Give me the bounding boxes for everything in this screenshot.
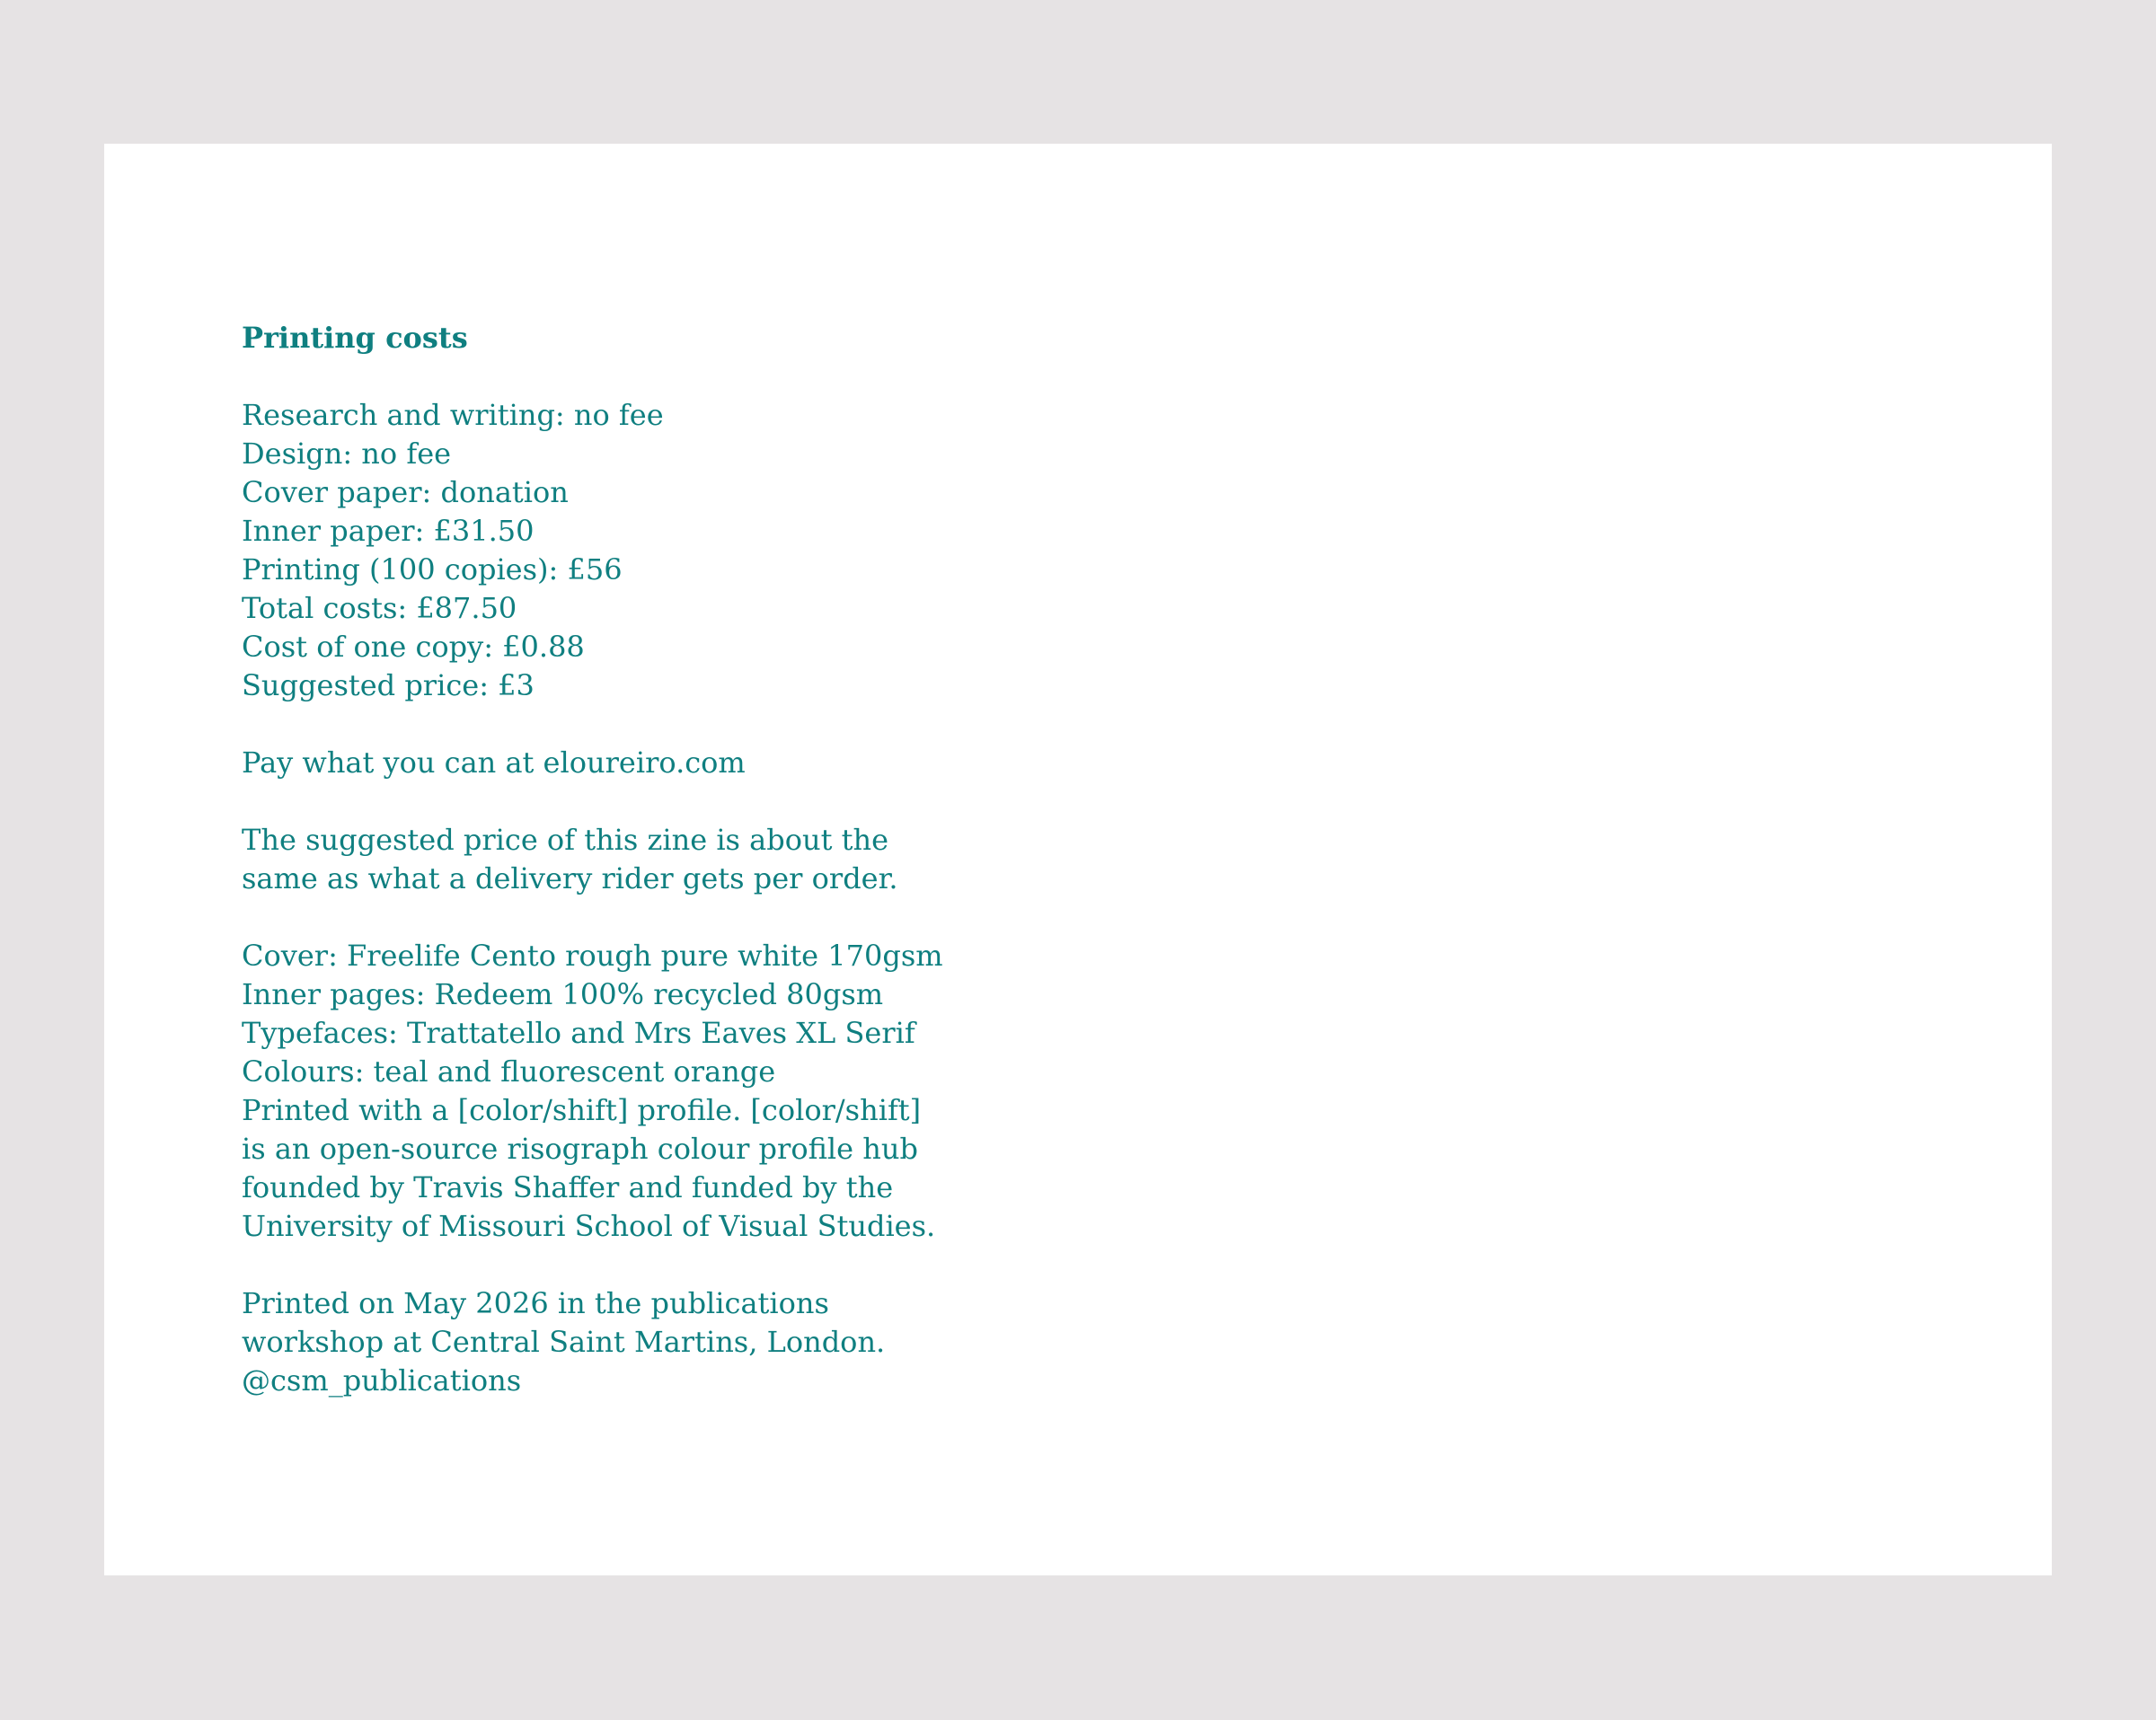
pay-line: Pay what you can at eloureiro.com xyxy=(242,745,746,780)
price-note xyxy=(242,821,1050,898)
pay-section xyxy=(242,744,1050,782)
colophon-text xyxy=(242,319,1050,1400)
document-page xyxy=(104,144,2052,1575)
spec-profile-line: is an open-source risograph colour profile hub xyxy=(242,1132,918,1166)
costs-list xyxy=(242,396,1050,705)
cost-printing: Printing (100 copies): £56 xyxy=(242,552,623,587)
printed-note-line: Printed on May 2026 in the publications xyxy=(242,1286,829,1320)
spec-cover: Cover: Freelife Cento rough pure white 170gsm xyxy=(242,939,943,973)
spec-profile-line: founded by Travis Shaffer and funded by the xyxy=(242,1170,894,1204)
cost-cover-paper: Cover paper: donation xyxy=(242,475,569,509)
cost-one-copy: Cost of one copy: £0.88 xyxy=(242,630,585,664)
page-title: Printing costs xyxy=(242,321,468,355)
cost-total: Total costs: £87.50 xyxy=(242,591,517,625)
spec-profile-line: Printed with a [color/shift] profile. [color/shift] xyxy=(242,1093,922,1127)
suggested-price: Suggested price: £3 xyxy=(242,668,535,702)
printed-note xyxy=(242,1284,1050,1400)
cost-design: Design: no fee xyxy=(242,437,452,471)
spec-profile-line: University of Missouri School of Visual Studies. xyxy=(242,1209,936,1243)
price-note-line: The suggested price of this zine is about the xyxy=(242,823,889,857)
cost-inner-paper: Inner paper: £31.50 xyxy=(242,514,535,548)
social-handle: @csm_publications xyxy=(242,1363,522,1398)
specs-list xyxy=(242,937,1050,1246)
spec-typefaces: Typefaces: Trattatello and Mrs Eaves XL Serif xyxy=(242,1016,915,1050)
spec-inner-pages: Inner pages: Redeem 100% recycled 80gsm xyxy=(242,977,884,1011)
spec-colours: Colours: teal and fluorescent orange xyxy=(242,1054,776,1089)
cost-research: Research and writing: no fee xyxy=(242,398,664,432)
printed-note-line: workshop at Central Saint Martins, London. xyxy=(242,1325,886,1359)
price-note-line: same as what a delivery rider gets per order. xyxy=(242,861,898,895)
